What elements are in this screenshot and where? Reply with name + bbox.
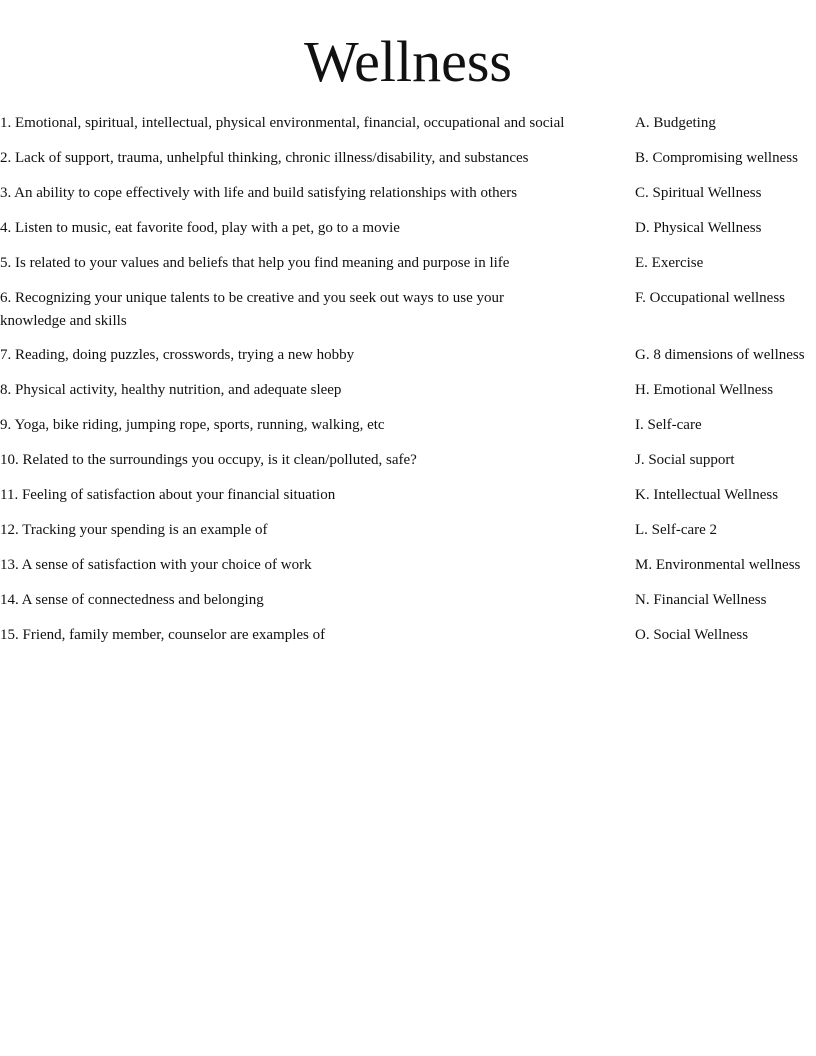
answer-item: M. Environmental wellness bbox=[635, 557, 801, 573]
matching-row bbox=[0, 287, 816, 344]
matching-row bbox=[0, 112, 816, 147]
question-item: 8. Physical activity, healthy nutrition, and adequate sleep bbox=[0, 382, 342, 398]
matching-list bbox=[0, 112, 816, 659]
question-item: 5. Is related to your values and beliefs that help you find meaning and purpose in life bbox=[0, 255, 510, 271]
answer-item: O. Social Wellness bbox=[635, 627, 749, 643]
matching-row bbox=[0, 414, 816, 449]
matching-row bbox=[0, 252, 816, 287]
answer-item: C. Spiritual Wellness bbox=[635, 185, 762, 201]
answer-item: L. Self-care 2 bbox=[635, 522, 718, 538]
answer-item: A. Budgeting bbox=[635, 115, 716, 131]
answer-item: E. Exercise bbox=[635, 255, 704, 271]
matching-row bbox=[0, 379, 816, 414]
matching-row bbox=[0, 217, 816, 252]
matching-row bbox=[0, 182, 816, 217]
matching-row bbox=[0, 147, 816, 182]
answer-item: H. Emotional Wellness bbox=[635, 382, 774, 398]
question-item: 2. Lack of support, trauma, unhelpful thinking, chronic illness/disability, and substances bbox=[0, 150, 529, 166]
matching-row bbox=[0, 519, 816, 554]
question-item: 4. Listen to music, eat favorite food, play with a pet, go to a movie bbox=[0, 220, 400, 236]
matching-row bbox=[0, 484, 816, 519]
answer-item: K. Intellectual Wellness bbox=[635, 487, 779, 503]
answer-item: J. Social support bbox=[635, 452, 735, 468]
question-item: 15. Friend, family member, counselor are examples of bbox=[0, 627, 326, 643]
question-item: 9. Yoga, bike riding, jumping rope, sports, running, walking, etc bbox=[0, 417, 385, 433]
answer-item: D. Physical Wellness bbox=[635, 220, 762, 236]
matching-row bbox=[0, 449, 816, 484]
matching-row bbox=[0, 344, 816, 379]
question-item: 13. A sense of satisfaction with your choice of work bbox=[0, 557, 312, 573]
answer-item: G. 8 dimensions of wellness bbox=[635, 347, 805, 363]
question-item: 10. Related to the surroundings you occupy, is it clean/polluted, safe? bbox=[0, 452, 417, 468]
question-item: 12. Tracking your spending is an example of bbox=[0, 522, 268, 538]
question-item: 11. Feeling of satisfaction about your financial situation bbox=[0, 487, 336, 503]
matching-row bbox=[0, 554, 816, 589]
question-item: 7. Reading, doing puzzles, crosswords, trying a new hobby bbox=[0, 347, 355, 363]
matching-row bbox=[0, 589, 816, 624]
answer-item: N. Financial Wellness bbox=[635, 592, 767, 608]
question-item: 3. An ability to cope effectively with life and build satisfying relationships with others bbox=[0, 185, 518, 201]
page-title: Wellness bbox=[304, 29, 512, 94]
question-item: 1. Emotional, spiritual, intellectual, physical environmental, financial, occupational and social bbox=[0, 115, 565, 131]
answer-item: B. Compromising wellness bbox=[635, 150, 798, 166]
answer-item: F. Occupational wellness bbox=[635, 290, 786, 306]
question-item: 14. A sense of connectedness and belonging bbox=[0, 592, 264, 608]
question-item: 6. Recognizing your unique talents to be creative and you seek out ways to use your knowledge and skills bbox=[0, 290, 505, 329]
matching-row bbox=[0, 624, 816, 659]
answer-item: I. Self-care bbox=[635, 417, 702, 433]
